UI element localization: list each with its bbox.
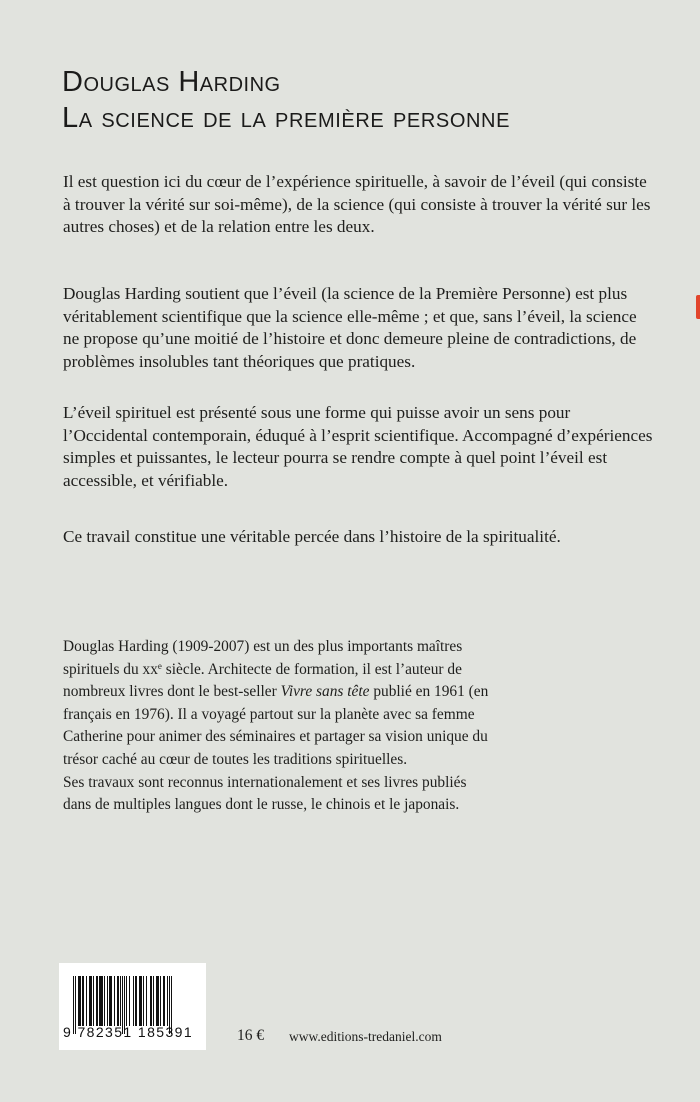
description-paragraph-3	[63, 402, 653, 492]
bio-line: Catherine pour animer des séminaires et partager sa vision unique du	[63, 728, 488, 746]
bio-line: français en 1976). Il a voyagé partout sur la planète avec sa femme	[63, 705, 475, 723]
paragraph-text: L’éveil spirituel est présenté sous une forme qui puisse avoir un sens pour l’Occidental contemporain, éduqué à l’esprit scientifique. Accompagné d’expériences simples et puissantes, le lecteur pourra se rendre compte à quel point l’éveil est accessible, et vérifiable.	[63, 403, 653, 490]
superscript: e	[157, 660, 162, 671]
author-name: Douglas Harding	[62, 66, 281, 98]
paragraph-text: Douglas Harding soutient que l’éveil (la science de la Première Personne) est plus véritablement scientifique que la science elle-même ; et que, sans l’éveil, la science ne propose qu’une moitié de l’histoire et donc demeure pleine de contradictions, de problèmes insolubles tant théoriques que pratiques.	[63, 284, 637, 371]
bio-line: trésor caché au cœur de toutes les traditions spirituelles.	[63, 750, 408, 768]
description-paragraph-2	[63, 283, 653, 373]
bio-line: Ses travaux sont reconnus internationalement et ses livres publiés	[63, 773, 467, 791]
bio-line	[63, 659, 673, 682]
bio-line: Douglas Harding (1909-2007) est un des plus importants maîtres	[63, 638, 463, 655]
bio-line: dans de multiples langues dont le russe, le chinois et le japonais.	[63, 796, 460, 814]
price: 16 €	[237, 1027, 265, 1044]
isbn-digits: 9 782351 185391	[63, 1024, 193, 1040]
author-bio	[63, 636, 673, 817]
paragraph-text: Il est question ici du cœur de l’expérience spirituelle, à savoir de l’éveil (qui consiste à trouver la vérité sur soi-même), de la science (qui consiste à trouver la vérité sur les autres choses) et de la relation entre les deux.	[63, 172, 651, 236]
paragraph-text: Ce travail constitue une véritable percée dans l’histoire de la spiritualité.	[63, 527, 561, 546]
isbn-barcode	[59, 963, 206, 1050]
publisher-website[interactable]: www.editions-tredaniel.com	[289, 1029, 442, 1044]
bio-text: siècle. Architecte de formation, il est l’auteur de	[161, 660, 462, 678]
bio-line	[63, 681, 673, 704]
description-paragraph-4	[63, 526, 653, 549]
cover-title	[62, 64, 510, 136]
bio-text: publié en 1961 (en	[369, 683, 489, 701]
bio-text: nombreux livres dont le best-seller	[63, 683, 281, 701]
book-title-italic: Vivre sans tête	[280, 683, 370, 701]
book-title: La science de la première personne	[62, 102, 511, 134]
edge-tab-marker	[696, 295, 700, 319]
description-paragraph-1	[63, 171, 653, 239]
bio-text: spirituels du xx	[63, 660, 158, 678]
